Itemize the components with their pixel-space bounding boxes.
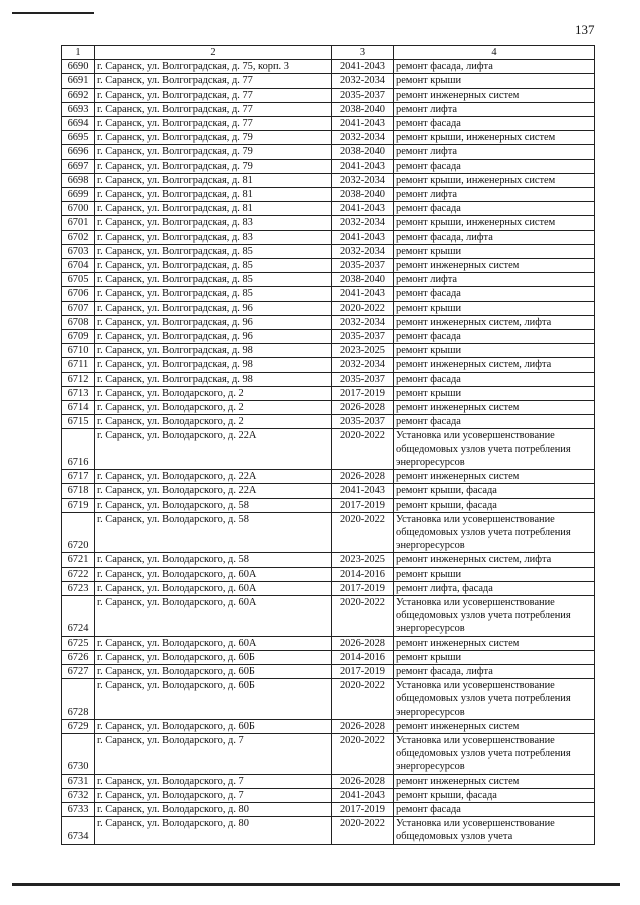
- row-work: ремонт инженерных систем: [394, 470, 595, 484]
- row-number: 6712: [62, 372, 95, 386]
- row-work: ремонт лифта: [394, 273, 595, 287]
- row-number: 6706: [62, 287, 95, 301]
- row-number: 6715: [62, 415, 95, 429]
- row-years: 2020-2022: [332, 429, 394, 470]
- row-number: 6708: [62, 315, 95, 329]
- row-years: 2032-2034: [332, 131, 394, 145]
- row-work: Установка или усовершенствование общедомовых узлов учета: [394, 817, 595, 844]
- row-number: 6719: [62, 498, 95, 512]
- table-row: [62, 484, 595, 498]
- row-address: г. Саранск, ул. Волгоградская, д. 83: [95, 216, 332, 230]
- table-row: [62, 102, 595, 116]
- row-number: 6711: [62, 358, 95, 372]
- row-number: 6724: [62, 595, 95, 636]
- row-address: г. Саранск, ул. Володарского, д. 60А: [95, 567, 332, 581]
- row-work: ремонт фасада: [394, 159, 595, 173]
- table-body: [62, 60, 595, 844]
- row-years: 2041-2043: [332, 60, 394, 74]
- row-work: ремонт фасада: [394, 372, 595, 386]
- row-work: ремонт фасада: [394, 330, 595, 344]
- row-years: 2035-2037: [332, 372, 394, 386]
- row-years: 2035-2037: [332, 330, 394, 344]
- row-address: г. Саранск, ул. Володарского, д. 60Б: [95, 679, 332, 720]
- table-row: [62, 259, 595, 273]
- row-address: г. Саранск, ул. Волгоградская, д. 96: [95, 330, 332, 344]
- row-work: ремонт лифта: [394, 145, 595, 159]
- row-number: 6718: [62, 484, 95, 498]
- table-row: [62, 315, 595, 329]
- row-years: 2020-2022: [332, 301, 394, 315]
- row-years: 2038-2040: [332, 102, 394, 116]
- table-row: [62, 173, 595, 187]
- row-address: г. Саранск, ул. Володарского, д. 22А: [95, 484, 332, 498]
- row-address: г. Саранск, ул. Володарского, д. 60А: [95, 581, 332, 595]
- row-years: 2032-2034: [332, 358, 394, 372]
- table-row: [62, 429, 595, 470]
- row-years: 2041-2043: [332, 788, 394, 802]
- table-row: [62, 358, 595, 372]
- row-years: 2023-2025: [332, 553, 394, 567]
- row-work: ремонт крыши: [394, 386, 595, 400]
- top-rule: [12, 12, 94, 14]
- row-number: 6713: [62, 386, 95, 400]
- row-number: 6727: [62, 664, 95, 678]
- table-row: [62, 553, 595, 567]
- row-address: г. Саранск, ул. Волгоградская, д. 77: [95, 117, 332, 131]
- row-number: 6709: [62, 330, 95, 344]
- row-years: 2035-2037: [332, 88, 394, 102]
- row-work: ремонт крыши, фасада: [394, 484, 595, 498]
- row-work: ремонт крыши: [394, 567, 595, 581]
- header-col-2: 2: [95, 46, 332, 60]
- row-number: 6701: [62, 216, 95, 230]
- row-years: 2032-2034: [332, 315, 394, 329]
- table-row: [62, 567, 595, 581]
- row-work: Установка или усовершенствование общедомовых узлов учета потребления энергоресурсов: [394, 429, 595, 470]
- row-years: 2020-2022: [332, 595, 394, 636]
- table-row: [62, 145, 595, 159]
- row-address: г. Саранск, ул. Володарского, д. 7: [95, 774, 332, 788]
- row-address: г. Саранск, ул. Володарского, д. 22А: [95, 470, 332, 484]
- row-address: г. Саранск, ул. Володарского, д. 58: [95, 498, 332, 512]
- row-address: г. Саранск, ул. Волгоградская, д. 81: [95, 173, 332, 187]
- table-row: [62, 401, 595, 415]
- row-work: ремонт крыши, фасада: [394, 788, 595, 802]
- row-work: ремонт фасада: [394, 802, 595, 816]
- table-row: [62, 60, 595, 74]
- table-row: [62, 788, 595, 802]
- row-work: ремонт крыши: [394, 344, 595, 358]
- table-row: [62, 664, 595, 678]
- row-number: 6693: [62, 102, 95, 116]
- row-number: 6730: [62, 733, 95, 774]
- row-years: 2017-2019: [332, 581, 394, 595]
- bottom-rule: [12, 883, 620, 886]
- row-work: ремонт крыши, инженерных систем: [394, 173, 595, 187]
- row-work: ремонт фасада: [394, 202, 595, 216]
- row-years: 2017-2019: [332, 386, 394, 400]
- row-work: Установка или усовершенствование общедомовых узлов учета потребления энергоресурсов: [394, 512, 595, 553]
- row-address: г. Саранск, ул. Володарского, д. 58: [95, 553, 332, 567]
- row-address: г. Саранск, ул. Волгоградская, д. 79: [95, 145, 332, 159]
- header-row: [62, 46, 595, 60]
- row-address: г. Саранск, ул. Володарского, д. 80: [95, 817, 332, 844]
- row-work: ремонт лифта: [394, 188, 595, 202]
- row-number: 6694: [62, 117, 95, 131]
- table-row: [62, 301, 595, 315]
- row-number: 6720: [62, 512, 95, 553]
- table-row: [62, 216, 595, 230]
- row-address: г. Саранск, ул. Володарского, д. 7: [95, 788, 332, 802]
- row-address: г. Саранск, ул. Волгоградская, д. 81: [95, 202, 332, 216]
- row-address: г. Саранск, ул. Володарского, д. 60А: [95, 636, 332, 650]
- table-row: [62, 774, 595, 788]
- row-years: 2035-2037: [332, 259, 394, 273]
- table-row: [62, 287, 595, 301]
- row-address: г. Саранск, ул. Волгоградская, д. 96: [95, 301, 332, 315]
- table-row: [62, 719, 595, 733]
- row-number: 6716: [62, 429, 95, 470]
- row-address: г. Саранск, ул. Волгоградская, д. 83: [95, 230, 332, 244]
- row-years: 2017-2019: [332, 802, 394, 816]
- row-number: 6731: [62, 774, 95, 788]
- row-work: ремонт крыши: [394, 244, 595, 258]
- row-address: г. Саранск, ул. Волгоградская, д. 75, корп. 3: [95, 60, 332, 74]
- row-work: ремонт фасада, лифта: [394, 230, 595, 244]
- table-row: [62, 117, 595, 131]
- row-work: ремонт фасада: [394, 117, 595, 131]
- row-years: 2020-2022: [332, 817, 394, 844]
- row-number: 6710: [62, 344, 95, 358]
- row-address: г. Саранск, ул. Волгоградская, д. 85: [95, 259, 332, 273]
- row-address: г. Саранск, ул. Володарского, д. 2: [95, 401, 332, 415]
- row-address: г. Саранск, ул. Волгоградская, д. 85: [95, 273, 332, 287]
- row-years: 2038-2040: [332, 145, 394, 159]
- row-work: ремонт крыши, инженерных систем: [394, 131, 595, 145]
- table-row: [62, 88, 595, 102]
- row-years: 2038-2040: [332, 188, 394, 202]
- row-years: 2017-2019: [332, 498, 394, 512]
- row-years: 2023-2025: [332, 344, 394, 358]
- row-years: 2032-2034: [332, 74, 394, 88]
- row-address: г. Саранск, ул. Володарского, д. 2: [95, 415, 332, 429]
- row-address: г. Саранск, ул. Волгоградская, д. 85: [95, 244, 332, 258]
- table-row: [62, 650, 595, 664]
- row-number: 6704: [62, 259, 95, 273]
- row-work: ремонт инженерных систем: [394, 88, 595, 102]
- row-years: 2041-2043: [332, 202, 394, 216]
- row-years: 2020-2022: [332, 512, 394, 553]
- row-number: 6729: [62, 719, 95, 733]
- row-work: ремонт инженерных систем, лифта: [394, 358, 595, 372]
- row-number: 6705: [62, 273, 95, 287]
- row-address: г. Саранск, ул. Волгоградская, д. 98: [95, 372, 332, 386]
- table-row: [62, 595, 595, 636]
- row-number: 6728: [62, 679, 95, 720]
- row-number: 6732: [62, 788, 95, 802]
- row-work: ремонт инженерных систем: [394, 259, 595, 273]
- row-number: 6700: [62, 202, 95, 216]
- header-col-1: 1: [62, 46, 95, 60]
- row-work: ремонт инженерных систем, лифта: [394, 553, 595, 567]
- row-years: 2026-2028: [332, 401, 394, 415]
- row-address: г. Саранск, ул. Волгоградская, д. 81: [95, 188, 332, 202]
- row-work: ремонт крыши, инженерных систем: [394, 216, 595, 230]
- row-number: 6696: [62, 145, 95, 159]
- row-number: 6725: [62, 636, 95, 650]
- row-address: г. Саранск, ул. Волгоградская, д. 77: [95, 88, 332, 102]
- row-address: г. Саранск, ул. Волгоградская, д. 96: [95, 315, 332, 329]
- repair-schedule-table: [61, 45, 595, 845]
- table-row: [62, 202, 595, 216]
- header-col-4: 4: [394, 46, 595, 60]
- row-address: г. Саранск, ул. Волгоградская, д. 79: [95, 159, 332, 173]
- row-address: г. Саранск, ул. Волгоградская, д. 77: [95, 74, 332, 88]
- row-address: г. Саранск, ул. Володарского, д. 58: [95, 512, 332, 553]
- row-address: г. Саранск, ул. Володарского, д. 60А: [95, 595, 332, 636]
- row-address: г. Саранск, ул. Волгоградская, д. 77: [95, 102, 332, 116]
- row-work: ремонт инженерных систем, лифта: [394, 315, 595, 329]
- row-years: 2038-2040: [332, 273, 394, 287]
- row-number: 6698: [62, 173, 95, 187]
- table-row: [62, 733, 595, 774]
- row-work: ремонт фасада, лифта: [394, 60, 595, 74]
- table-row: [62, 386, 595, 400]
- table-row: [62, 512, 595, 553]
- row-address: г. Саранск, ул. Володарского, д. 22А: [95, 429, 332, 470]
- row-years: 2041-2043: [332, 230, 394, 244]
- row-years: 2041-2043: [332, 484, 394, 498]
- table-row: [62, 817, 595, 844]
- table-row: [62, 230, 595, 244]
- row-years: 2032-2034: [332, 244, 394, 258]
- table-row: [62, 330, 595, 344]
- row-work: ремонт лифта, фасада: [394, 581, 595, 595]
- row-address: г. Саранск, ул. Володарского, д. 60Б: [95, 650, 332, 664]
- row-number: 6733: [62, 802, 95, 816]
- row-years: 2014-2016: [332, 650, 394, 664]
- table-row: [62, 802, 595, 816]
- table-row: [62, 344, 595, 358]
- table-row: [62, 372, 595, 386]
- row-number: 6692: [62, 88, 95, 102]
- row-years: 2026-2028: [332, 719, 394, 733]
- row-number: 6721: [62, 553, 95, 567]
- row-years: 2041-2043: [332, 287, 394, 301]
- row-number: 6717: [62, 470, 95, 484]
- row-work: ремонт инженерных систем: [394, 719, 595, 733]
- table-row: [62, 498, 595, 512]
- row-work: ремонт фасада: [394, 415, 595, 429]
- row-years: 2032-2034: [332, 216, 394, 230]
- row-address: г. Саранск, ул. Волгоградская, д. 98: [95, 344, 332, 358]
- table-row: [62, 273, 595, 287]
- row-years: 2035-2037: [332, 415, 394, 429]
- row-years: 2026-2028: [332, 470, 394, 484]
- page-number: 137: [575, 22, 595, 37]
- row-work: ремонт крыши: [394, 74, 595, 88]
- row-years: 2041-2043: [332, 117, 394, 131]
- row-work: ремонт крыши: [394, 650, 595, 664]
- row-address: г. Саранск, ул. Володарского, д. 60Б: [95, 719, 332, 733]
- row-work: ремонт крыши, фасада: [394, 498, 595, 512]
- row-number: 6707: [62, 301, 95, 315]
- row-number: 6722: [62, 567, 95, 581]
- table-row: [62, 74, 595, 88]
- table-row: [62, 470, 595, 484]
- row-address: г. Саранск, ул. Володарского, д. 2: [95, 386, 332, 400]
- table-row: [62, 131, 595, 145]
- table-row: [62, 244, 595, 258]
- row-address: г. Саранск, ул. Володарского, д. 7: [95, 733, 332, 774]
- row-number: 6723: [62, 581, 95, 595]
- table-row: [62, 581, 595, 595]
- row-number: 6695: [62, 131, 95, 145]
- row-work: ремонт инженерных систем: [394, 401, 595, 415]
- table-row: [62, 636, 595, 650]
- row-number: 6691: [62, 74, 95, 88]
- table-row: [62, 188, 595, 202]
- row-address: г. Саранск, ул. Волгоградская, д. 98: [95, 358, 332, 372]
- table-row: [62, 679, 595, 720]
- row-address: г. Саранск, ул. Володарского, д. 60Б: [95, 664, 332, 678]
- table-row: [62, 159, 595, 173]
- row-years: 2020-2022: [332, 733, 394, 774]
- row-work: ремонт инженерных систем: [394, 636, 595, 650]
- row-address: г. Саранск, ул. Володарского, д. 80: [95, 802, 332, 816]
- row-work: Установка или усовершенствование общедомовых узлов учета потребления энергоресурсов: [394, 595, 595, 636]
- row-years: 2041-2043: [332, 159, 394, 173]
- row-work: ремонт крыши: [394, 301, 595, 315]
- row-number: 6690: [62, 60, 95, 74]
- row-number: 6697: [62, 159, 95, 173]
- row-work: Установка или усовершенствование общедомовых узлов учета потребления энергоресурсов: [394, 733, 595, 774]
- row-years: 2026-2028: [332, 774, 394, 788]
- row-years: 2032-2034: [332, 173, 394, 187]
- row-years: 2017-2019: [332, 664, 394, 678]
- row-number: 6734: [62, 817, 95, 844]
- row-address: г. Саранск, ул. Волгоградская, д. 85: [95, 287, 332, 301]
- table-row: [62, 415, 595, 429]
- row-work: ремонт фасада: [394, 287, 595, 301]
- header-col-3: 3: [332, 46, 394, 60]
- row-years: 2014-2016: [332, 567, 394, 581]
- row-number: 6726: [62, 650, 95, 664]
- row-work: ремонт инженерных систем: [394, 774, 595, 788]
- row-number: 6703: [62, 244, 95, 258]
- row-years: 2026-2028: [332, 636, 394, 650]
- row-work: ремонт фасада, лифта: [394, 664, 595, 678]
- row-number: 6702: [62, 230, 95, 244]
- row-number: 6699: [62, 188, 95, 202]
- row-work: ремонт лифта: [394, 102, 595, 116]
- row-number: 6714: [62, 401, 95, 415]
- row-years: 2020-2022: [332, 679, 394, 720]
- row-address: г. Саранск, ул. Волгоградская, д. 79: [95, 131, 332, 145]
- row-work: Установка или усовершенствование общедомовых узлов учета потребления энергоресурсов: [394, 679, 595, 720]
